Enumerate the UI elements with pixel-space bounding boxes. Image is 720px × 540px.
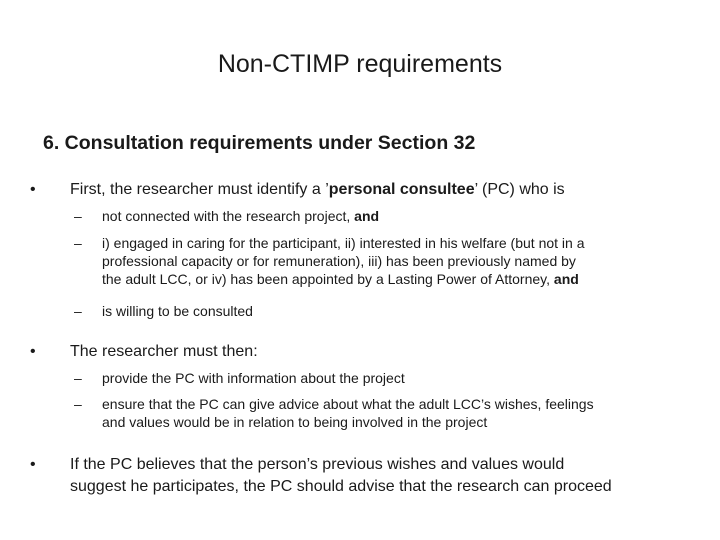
bullet-dot: • <box>30 456 36 473</box>
bullet-2-sub-2 <box>74 395 702 431</box>
bullet-dot: • <box>30 343 36 360</box>
sub-text-line-3-bold: and <box>553 271 579 287</box>
bullet-3-line-2: suggest he participates, the PC should advise that the research can proceed <box>70 478 612 495</box>
sub-text-line-1: i) engaged in caring for the participant, ii) interested in his welfare (but not in a <box>102 235 585 251</box>
dash-marker: – <box>74 370 82 386</box>
bullet-1 <box>30 179 565 201</box>
slide-title: Non-CTIMP requirements <box>217 50 503 78</box>
bullet-1-text-post: ’ (PC) who is <box>474 181 565 198</box>
bullet-3 <box>30 454 710 498</box>
bullet-2-text: The researcher must then: <box>70 343 258 360</box>
bullet-1-sub-3 <box>74 302 253 320</box>
bullet-2-sub-1 <box>74 369 405 387</box>
bullet-2 <box>30 341 258 363</box>
bullet-1-sub-1 <box>74 207 380 225</box>
sub-text: provide the PC with information about the project <box>102 370 405 386</box>
sub-text: is willing to be consulted <box>102 303 253 319</box>
dash-marker: – <box>74 303 82 319</box>
sub-text: not connected with the research project, <box>102 208 355 224</box>
section-heading: 6. Consultation requirements under Section 32 <box>43 132 476 154</box>
sub-text-line-1: ensure that the PC can give advice about what the adult LCC’s wishes, feelings <box>102 396 594 412</box>
bullet-3-line-1: If the PC believes that the person’s previous wishes and values would <box>70 456 565 473</box>
bullet-1-text-pre: First, the researcher must identify a ’ <box>70 181 329 198</box>
sub-text-line-3-pre: the adult LCC, or iv) has been appointed by a Lasting Power of Attorney, <box>102 271 554 287</box>
dash-marker: – <box>74 235 82 251</box>
sub-text-line-2: and values would be in relation to being involved in the project <box>102 414 488 430</box>
sub-text-line-2: professional capacity or for remuneration), iii) has been previously named by <box>102 253 576 269</box>
dash-marker: – <box>74 396 82 412</box>
bullet-dot: • <box>30 181 36 198</box>
dash-marker: – <box>74 208 82 224</box>
sub-text-bold: and <box>354 208 380 224</box>
bullet-1-sub-2 <box>74 234 702 288</box>
bullet-1-text-bold: personal consultee <box>328 181 475 198</box>
sub-text-line-3 <box>102 270 702 288</box>
